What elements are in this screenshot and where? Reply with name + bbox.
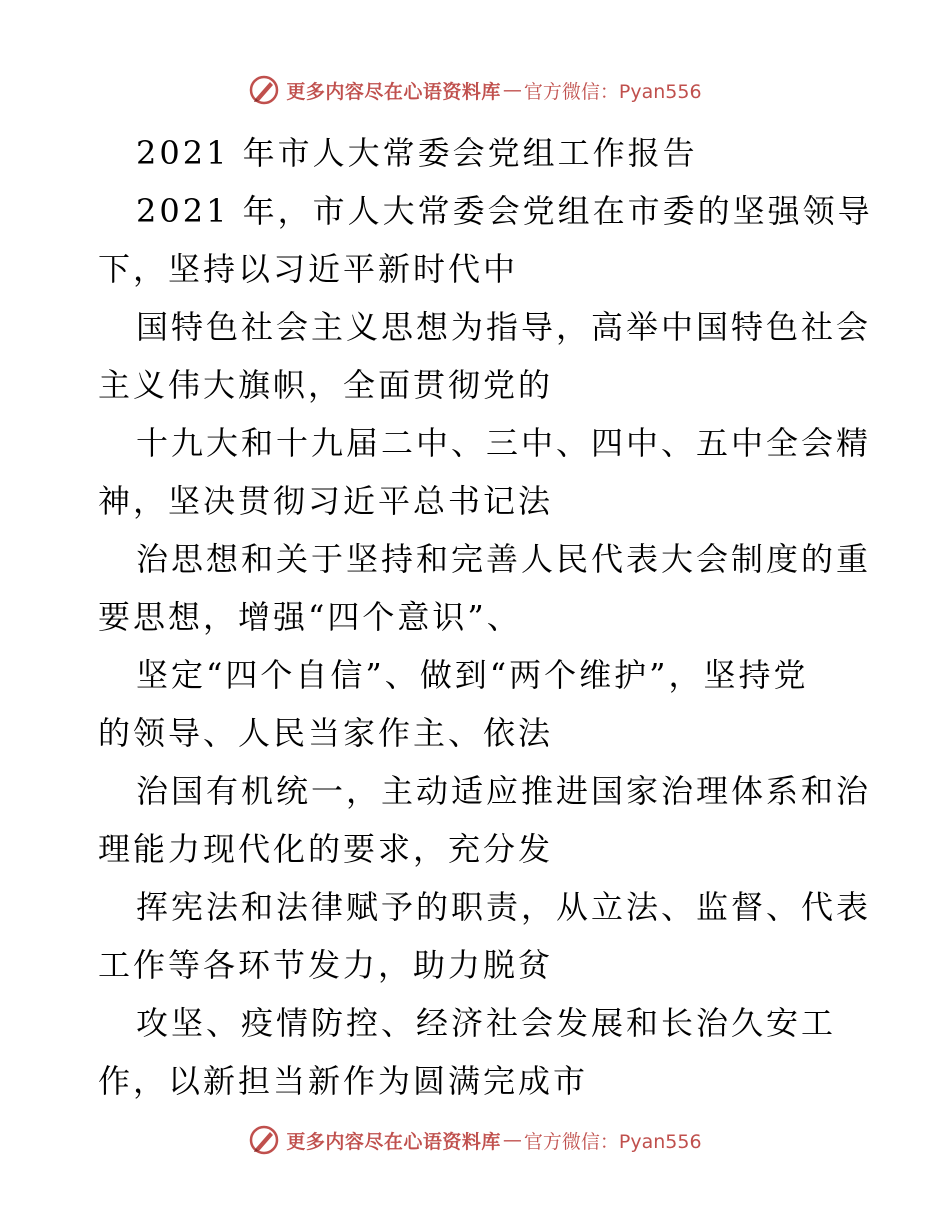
banner-text: 更多内容尽在心语资料库 (286, 80, 501, 103)
text-line: 的领导、人民当家作主、依法 (98, 714, 554, 752)
text-line: 挥宪法和法律赋予的职责，从立法、监督、代表 (136, 888, 872, 926)
header-banner (0, 70, 950, 110)
text-line: 国特色社会主义思想为指导，高举中国特色社会 (136, 308, 872, 346)
text-line: 作，以新担当新作为圆满完成市 (98, 1062, 589, 1100)
banner-separator: — (502, 79, 522, 101)
banner-text: 更多内容尽在心语资料库 (286, 1130, 501, 1153)
text-line: 治思想和关于坚持和完善人民代表大会制度的重 (136, 540, 872, 578)
text-line: 坚定“四个自信”、做到“两个维护”，坚持党 (136, 656, 809, 694)
text-line: 主义伟大旗帜，全面贯彻党的 (98, 366, 554, 404)
banner-wechat: 官方微信：Pyan556 (523, 1130, 702, 1153)
text-line: 要思想，增强“四个意识”、 (98, 598, 522, 636)
pen-logo-icon (248, 1124, 280, 1156)
text-line: 攻坚、疫情防控、经济社会发展和长治久安工 (136, 1004, 837, 1042)
text-line: 2021 年，市人大常委会党组在市委的坚强领导 (136, 192, 873, 230)
text-line: 神，坚决贯彻习近平总书记法 (98, 482, 554, 520)
banner-wechat: 官方微信：Pyan556 (523, 80, 702, 103)
text-line: 下，坚持以习近平新时代中 (98, 250, 519, 288)
text-line: 工作等各环节发力，助力脱贫 (98, 946, 554, 984)
footer-banner (0, 1120, 950, 1160)
text-line: 理能力现代化的要求，充分发 (98, 830, 554, 868)
banner-separator: — (502, 1129, 522, 1151)
pen-logo-icon (248, 74, 280, 106)
text-line: 十九大和十九届二中、三中、四中、五中全会精 (136, 424, 872, 462)
document-body (98, 124, 873, 1110)
document-title: 2021 年市人大常委会党组工作报告 (136, 134, 698, 172)
text-line: 治国有机统一，主动适应推进国家治理体系和治 (136, 772, 872, 810)
